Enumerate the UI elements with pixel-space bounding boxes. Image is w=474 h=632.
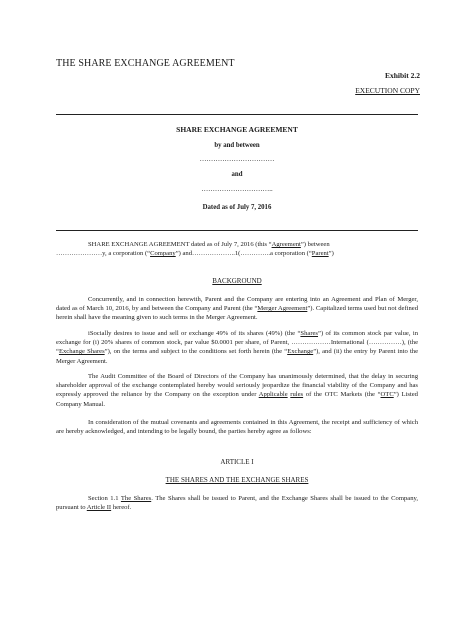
intro-text-2: ”) between bbox=[300, 241, 330, 248]
background-text-2d: ”), and (ii) the entry by Parent into the Merger Agreement. bbox=[56, 348, 418, 365]
background-heading: BACKGROUND bbox=[212, 277, 262, 285]
top-divider bbox=[56, 114, 418, 115]
section-text-b: hereof. bbox=[111, 504, 132, 512]
underlined-applicable: Applicable bbox=[258, 391, 288, 399]
defined-term-otc: OTC bbox=[380, 391, 394, 399]
background-text-3d: ”) Listed Company Manual. bbox=[56, 391, 418, 408]
defined-term-parent: Parent bbox=[311, 250, 329, 258]
cover-and: and bbox=[231, 171, 243, 178]
bottom-divider bbox=[56, 230, 418, 231]
execution-copy-label: EXECUTION COPY bbox=[355, 86, 420, 95]
intro-text-3: …………………y, a corporation (“ bbox=[56, 250, 151, 258]
background-text-2b: ”) of its common stock par value, in exchange for (i) 20% shares of common stock, par value $0.0001 per share, of Parent, ………………International (……………), (the “ bbox=[56, 330, 418, 356]
defined-term-company: Company bbox=[150, 250, 176, 258]
intro-text-5: ”) bbox=[328, 250, 334, 258]
underlined-rules: rules bbox=[290, 391, 304, 399]
party-blank-1: …………………………… bbox=[199, 156, 275, 163]
defined-term-merger-agreement: Merger Agreement bbox=[257, 305, 308, 313]
background-paragraph-2 bbox=[56, 329, 418, 366]
defined-term-agreement: Agreement bbox=[271, 241, 301, 248]
section-number: Section 1.1 bbox=[88, 495, 121, 502]
background-text-3a: The Audit Committee of the Board of Directors of the Company has unanimously determined, that the delay in securing shareholder approval of the exchange contemplated hereby would seriously jeopardize the financial viability of the Company and has expressly approved the reliance by the Company on the exception under bbox=[56, 373, 418, 399]
section-text-a: . The Shares shall be issued to Parent, and the Exchange Shares shall be issued to the Company, pursuant to bbox=[56, 495, 419, 512]
background-paragraph-4 bbox=[56, 418, 418, 436]
article-ii-reference: Article II bbox=[86, 504, 112, 512]
background-text-1b: ”). Capitalized terms used but not defined herein shall have the meaning given to such terms in the Merger Agreement. bbox=[56, 305, 418, 322]
background-text-3c: of the OTC Markets (the “ bbox=[303, 391, 381, 399]
defined-term-exchange: Exchange bbox=[287, 348, 314, 356]
background-paragraph-1 bbox=[56, 295, 418, 323]
background-text-4: In consideration of the mutual covenants and agreements contained in this Agreement, the receipt and sufficiency of which are hereby acknowledged, and intending to be legally bound, the parties hereby agree as follows: bbox=[56, 419, 418, 436]
defined-term-exchange-shares: Exchange Shares bbox=[58, 348, 105, 356]
defined-term-shares: Shares bbox=[300, 330, 319, 337]
intro-text-4: ”) and………………..1(…………..a corporation (“ bbox=[175, 250, 312, 258]
intro-text-1: SHARE EXCHANGE AGREEMENT dated as of July 7, 2016 (this “ bbox=[88, 241, 272, 248]
background-text-2a: iSocially desires to issue and sell or exchange 49% of its shares (49%) (the “ bbox=[88, 330, 301, 337]
cover-title: SHARE EXCHANGE AGREEMENT bbox=[176, 125, 298, 134]
party-blank-2: ………………………….. bbox=[201, 186, 273, 193]
cover-by-and-between: by and between bbox=[214, 142, 260, 149]
background-text-2c: ”), on the terms and subject to the conditions set forth herein (the “ bbox=[104, 348, 288, 356]
section-title: The Shares bbox=[120, 495, 152, 502]
background-paragraph-3 bbox=[56, 372, 418, 409]
document-header-title: THE SHARE EXCHANGE AGREEMENT bbox=[56, 58, 235, 69]
cover-dated: Dated as of July 7, 2016 bbox=[202, 204, 272, 211]
background-text-1a: Concurrently, and in connection herewith, Parent and the Company are entering into an Agreement and Plan of Merger, dated as of March 10, 2016, by and between the Company and Parent (the “ bbox=[56, 296, 418, 313]
article-title: THE SHARES AND THE EXCHANGE SHARES bbox=[165, 476, 309, 484]
article-heading: ARTICLE I bbox=[220, 458, 254, 466]
section-1-1-paragraph bbox=[56, 494, 418, 512]
exhibit-label: Exhibit 2.2 bbox=[384, 71, 420, 80]
intro-paragraph bbox=[56, 240, 418, 258]
